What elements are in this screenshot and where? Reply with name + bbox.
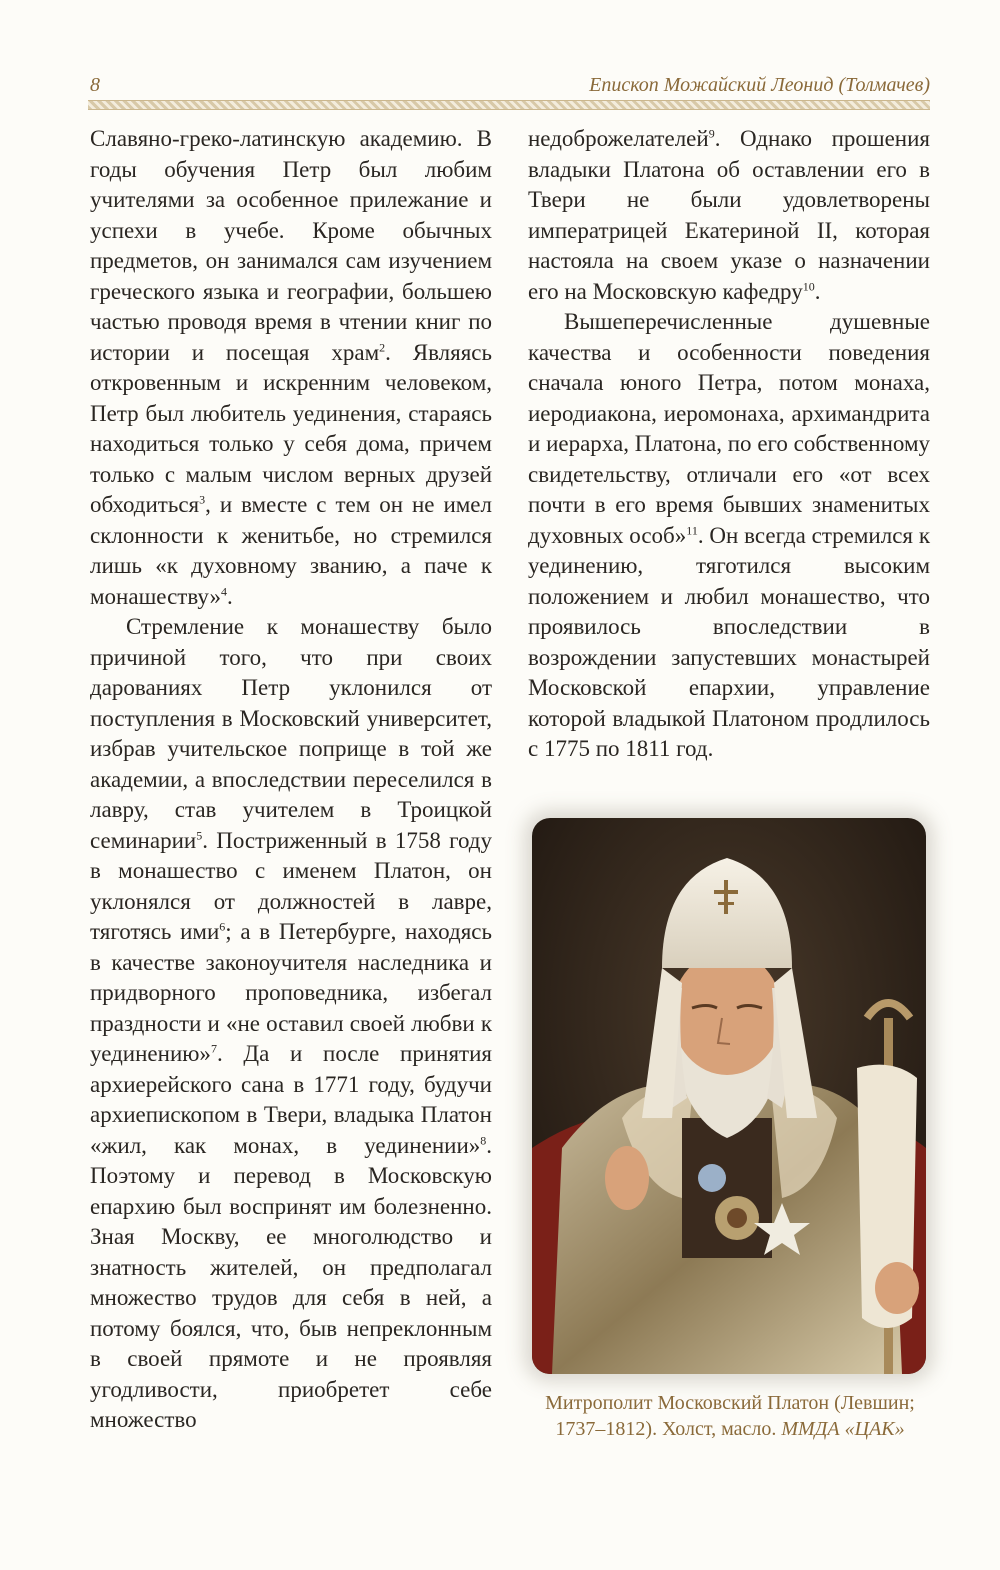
text-run: Славяно-греко-латинскую академию. В годы обучения Петр был любим учителями за особенное прилежание и успехи в учебе. Кроме обычных предметов, он занимался сам изучением греческого языка и географии, большею частью проводя время в чтении книг по истории и посещая храм xyxy=(90,126,492,365)
left-column xyxy=(90,124,492,1436)
running-title: Епископ Можайский Леонид (Толмачев) xyxy=(589,74,930,96)
paragraph xyxy=(528,124,930,307)
footnote-ref: 9 xyxy=(708,126,715,141)
caption-source: ММДА «ЦАК» xyxy=(781,1418,905,1440)
page-header xyxy=(90,70,930,100)
ornamental-rule xyxy=(88,100,930,110)
paragraph xyxy=(528,307,930,765)
text-run: недоброжелателей xyxy=(528,126,709,151)
caption-text: Митрополит Московский Платон (Левшин; 1737–1812). Холст, масло. xyxy=(545,1392,915,1440)
text-run: . Однако прошения владыки Платона об оставлении его в Твери не были удовлетворены императрицей Екатериной II, которая настояла на своем указе о назначении его на Московскую кафедру xyxy=(528,126,930,304)
footnote-ref: 7 xyxy=(210,1041,217,1056)
page-number: 8 xyxy=(90,74,100,96)
paragraph xyxy=(90,124,492,612)
footnote-ref: 6 xyxy=(219,919,226,934)
right-column xyxy=(528,124,930,765)
text-run: . Поэтому и перевод в Московскую епархию был воспринят им болезненно. Зная Москву, ее многолюдство и знатность жителей, он предполагал множество трудов для себя в ней, а потому боялся, что, быв непреклонным в своей прямоте и не проявляя угодливости, приобретет себе множество xyxy=(90,1132,492,1432)
text-run: . Да и после принятия архиерейского сана в 1771 году, будучи архиепископом в Твери, владыка Платон «жил, как монах, в уединении» xyxy=(90,1041,492,1158)
text-run: , и вместе с тем он не имел склонности к женитьбе, но стремился лишь «к духовному званию, а паче к монашеству» xyxy=(90,492,492,609)
footnote-ref: 10 xyxy=(802,278,815,293)
text-run: Вышеперечисленные душевные качества и особенности поведения сначала юного Петра, потом монаха, иеродиакона, иеромонаха, архимандрита и иерарха, Платона, по его собственному свидетельству, отличали его «от всех почти в его время бывших знаменитых духовных особ» xyxy=(528,309,930,548)
footnote-ref: 8 xyxy=(480,1132,487,1147)
footnote-ref: 11 xyxy=(686,522,698,537)
text-run: . xyxy=(814,278,821,304)
text-run: . Постриженный в 1758 году в монашество с именем Платон, он уклонялся от должностей в лавре, тяготясь ими xyxy=(90,827,492,944)
paragraph xyxy=(90,612,492,1436)
figure-caption xyxy=(526,1390,934,1442)
footnote-ref: 5 xyxy=(196,827,203,842)
text-run: . Он всегда стремился к уединению, тяготился высоким положением и любил монашество, что проявилось впоследствии в возрождении запустевших монастырей Московской епархии, управление которой владыкой Платоном продлилось с 1775 по 1811 год. xyxy=(528,522,930,761)
text-run: . Являясь откровенным и искренним человеком, Петр был любитель уединения, стараясь находиться только у себя дома, причем только с малым числом верных друзей обходиться xyxy=(90,339,493,517)
text-run: Стремление к монашеству было причиной того, что при своих дарованиях Петр уклонился от поступления в Московский университет, избрав учительское поприще в той же академии, а впоследствии переселился в лавру, став учителем в Троицкой семинарии xyxy=(90,614,492,853)
footnote-ref: 2 xyxy=(379,339,386,354)
footnote-ref: 3 xyxy=(199,492,206,507)
portrait-image xyxy=(532,818,926,1374)
portrait-illustration xyxy=(532,818,926,1374)
footnote-ref: 4 xyxy=(220,583,227,598)
text-run: . xyxy=(226,583,233,609)
text-run: ; а в Петербурге, находясь в качестве законоучителя наследника и придворного проповедника, избегал праздности и «не оставил своей любви к уединению» xyxy=(90,919,492,1066)
